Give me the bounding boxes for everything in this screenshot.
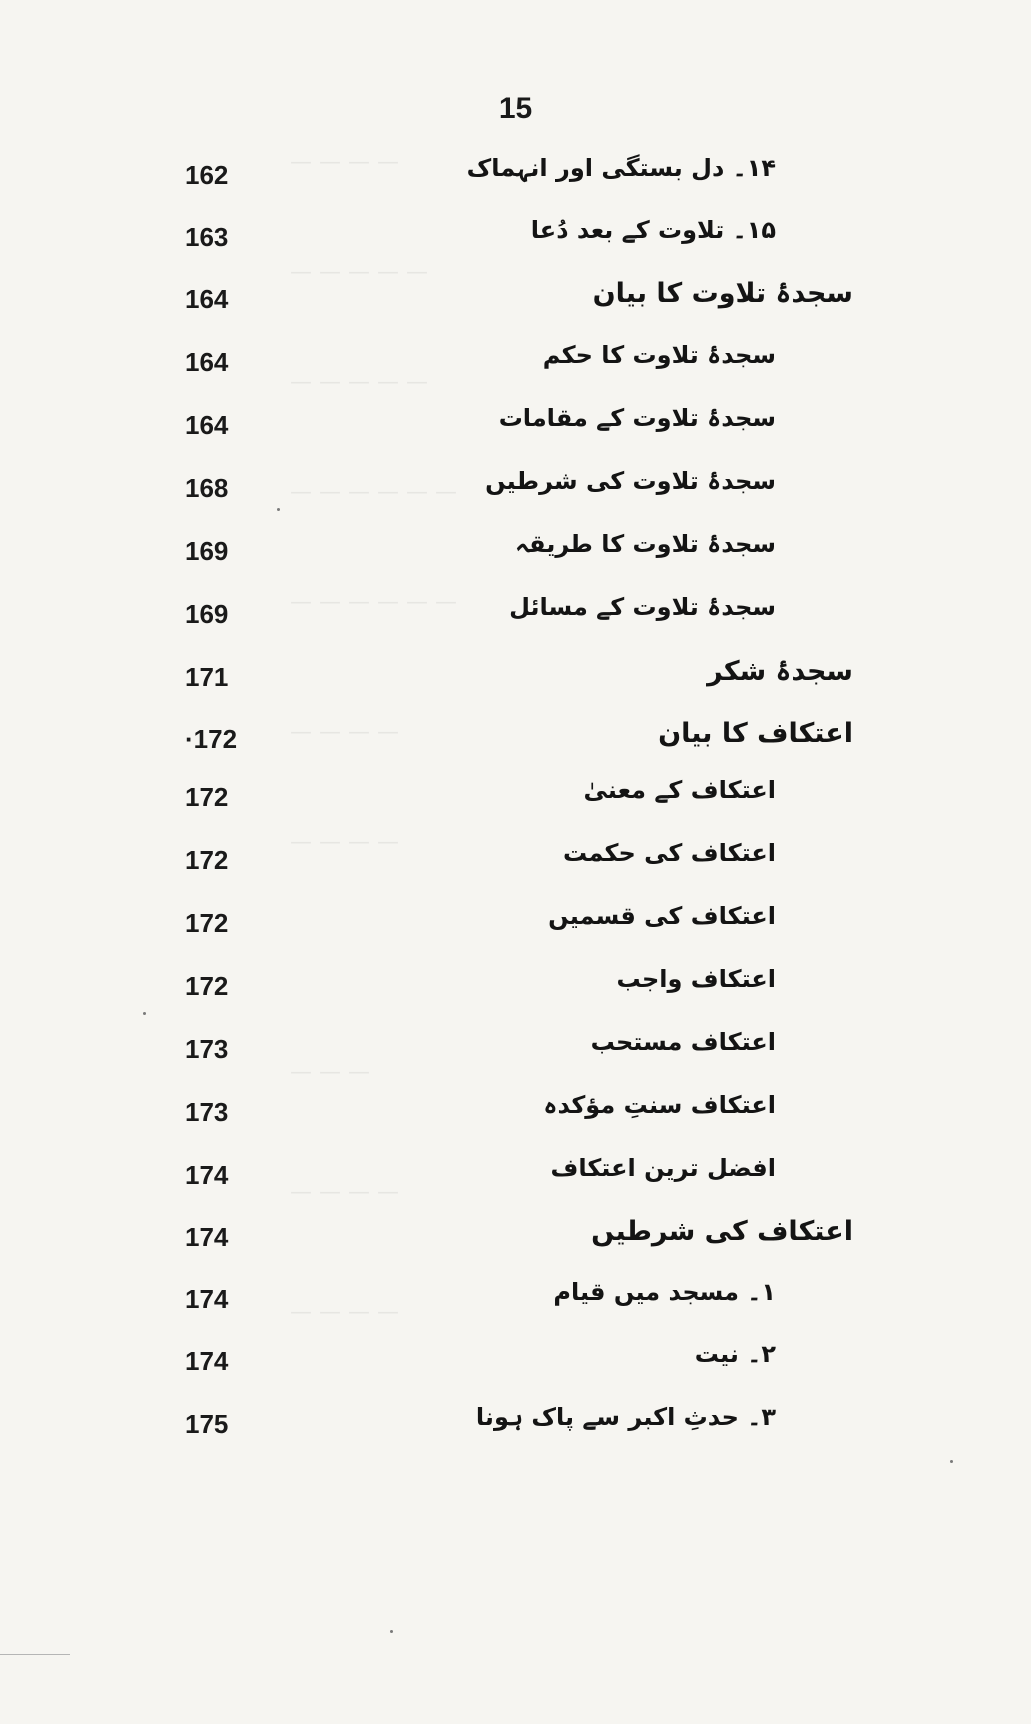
toc-entry — [0, 404, 1031, 454]
toc-section-heading: سجدۂ شکر — [707, 656, 853, 687]
toc-entry-page: 174 — [185, 1284, 229, 1314]
toc-entry — [0, 1091, 1031, 1141]
toc-entry — [0, 341, 1031, 391]
toc-entry — [0, 902, 1031, 952]
toc-entry — [0, 593, 1031, 643]
paper-speck — [390, 1630, 393, 1633]
paper-speck — [277, 508, 280, 511]
toc-entry-page: 164 — [185, 284, 229, 314]
toc-entry-page: 162 — [185, 160, 229, 190]
toc-entry — [0, 1278, 1031, 1328]
toc-entry-page: 171 — [185, 662, 229, 692]
toc-subentry-title: سجدۂ تلاوت کے مسائل — [509, 593, 776, 621]
toc-section-heading: اعتکاف کی شرطیں — [591, 1216, 853, 1247]
toc-entry-page: 163 — [185, 222, 229, 252]
toc-entry-page: 172 — [185, 971, 229, 1001]
toc-entry — [0, 718, 1031, 768]
toc-subentry-title: ۳۔ حدثِ اکبر سے پاک ہونا — [475, 1403, 776, 1431]
toc-subentry-title: اعتکاف کے معنیٰ — [583, 776, 776, 804]
toc-subentry-title: اعتکاف واجب — [616, 965, 776, 993]
toc-entry — [0, 530, 1031, 580]
toc-subentry-title: اعتکاف کی قسمیں — [548, 902, 776, 930]
toc-entry-page: 172 — [185, 782, 229, 812]
bleed-through-text: — — — — — [290, 830, 399, 855]
toc-entry-page: 174 — [185, 1222, 229, 1252]
toc-subentry-title: اعتکاف سنتِ مؤکدہ — [543, 1091, 776, 1119]
toc-subentry-title: افضل ترین اعتکاف — [550, 1154, 776, 1182]
toc-subentry-title: سجدۂ تلاوت کا حکم — [542, 341, 776, 369]
bleed-through-text: — — — — — — [290, 370, 428, 395]
toc-subentry-title: اعتکاف مستحب — [590, 1028, 776, 1056]
page-edge-line — [0, 1654, 70, 1655]
toc-entry — [0, 1403, 1031, 1453]
bleed-through-text: — — — — — — — [290, 480, 457, 505]
toc-entry-page: 173 — [185, 1034, 229, 1064]
page-number: 15 — [498, 92, 533, 125]
toc-subentry-title: ۱۔ مسجد میں قیام — [553, 1278, 776, 1306]
toc-entry-page: 174 — [185, 1160, 229, 1190]
toc-entry-page: 169 — [185, 536, 229, 566]
toc-entry-page: 175 — [185, 1409, 229, 1439]
bleed-through-text: — — — — — — [290, 260, 428, 285]
toc-entry — [0, 154, 1031, 204]
toc-subentry-title: ۱۴۔ دل بستگی اور انہماک — [466, 154, 776, 182]
toc-entry — [0, 656, 1031, 706]
toc-section-heading: اعتکاف کا بیان — [658, 718, 853, 749]
toc-entry — [0, 467, 1031, 517]
toc-entry-page: 172 — [185, 845, 229, 875]
toc-entry-page: 172 — [185, 908, 229, 938]
toc-section-heading: سجدۂ تلاوت کا بیان — [592, 278, 853, 309]
toc-entry-page: 164 — [185, 410, 229, 440]
toc-entry-page: 173 — [185, 1097, 229, 1127]
toc-entry-page: 164 — [185, 347, 229, 377]
bleed-through-text: — — — — — [290, 1300, 399, 1325]
toc-entry — [0, 216, 1031, 266]
toc-subentry-title: ۲۔ نیت — [694, 1340, 776, 1368]
toc-entry-page: ·172 — [185, 724, 238, 754]
toc-entry — [0, 1216, 1031, 1266]
toc-entry-page: 169 — [185, 599, 229, 629]
toc-entry — [0, 278, 1031, 328]
toc-entry — [0, 1340, 1031, 1390]
bleed-through-text: — — — — — [290, 150, 399, 175]
toc-entry-page: 168 — [185, 473, 229, 503]
toc-subentry-title: اعتکاف کی حکمت — [563, 839, 776, 867]
paper-speck — [143, 1012, 146, 1015]
toc-subentry-title: سجدۂ تلاوت کا طریقہ — [514, 530, 776, 558]
toc-entry — [0, 776, 1031, 826]
toc-entry — [0, 965, 1031, 1015]
toc-subentry-title: سجدۂ تلاوت کی شرطیں — [485, 467, 776, 495]
bleed-through-text: — — — — — — — [290, 590, 457, 615]
toc-entry-page: 174 — [185, 1346, 229, 1376]
toc-subentry-title: ۱۵۔ تلاوت کے بعد دُعا — [530, 216, 776, 244]
toc-entry — [0, 1154, 1031, 1204]
bleed-through-text: — — — — — [290, 720, 399, 745]
bleed-through-text: — — — — — [290, 1180, 399, 1205]
toc-entry — [0, 839, 1031, 889]
paper-speck — [950, 1460, 953, 1463]
bleed-through-text: — — — — [290, 1060, 370, 1085]
toc-subentry-title: سجدۂ تلاوت کے مقامات — [498, 404, 776, 432]
toc-entry — [0, 1028, 1031, 1078]
